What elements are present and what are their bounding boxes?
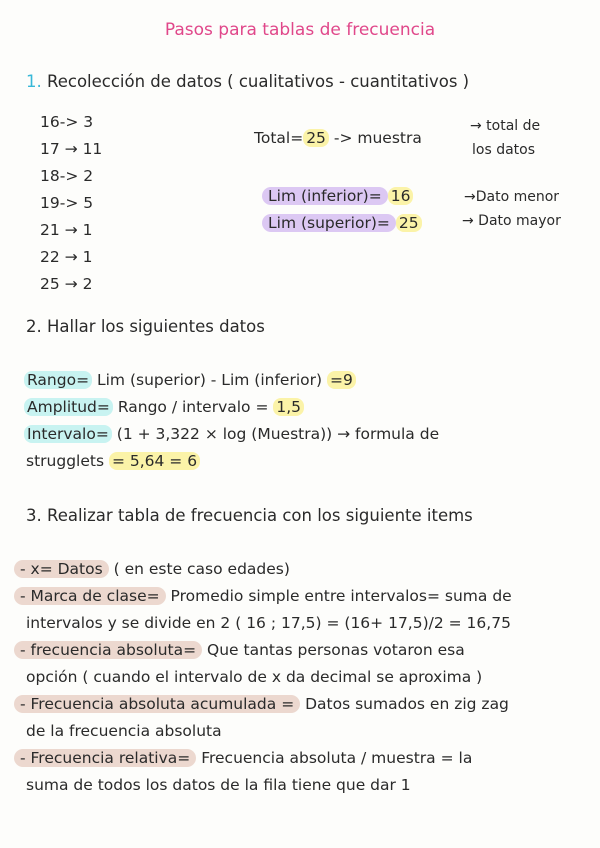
intervalo-line2 — [26, 452, 200, 470]
rango-label: Rango= — [24, 371, 92, 389]
item2-line2: intervalos y se divide en 2 ( 16 ; 17,5) = (16+ 17,5)/2 = 16,75 — [26, 614, 511, 632]
intervalo-line — [24, 425, 439, 443]
page-title: Pasos para tablas de frecuencia — [164, 20, 436, 40]
total-value: 25 — [303, 129, 329, 147]
lim-superior-value: 25 — [396, 214, 422, 232]
amplitud-text: Rango / intervalo = — [112, 398, 274, 416]
item2-line — [14, 587, 512, 605]
total-note-line1: → total de — [470, 118, 541, 134]
lim-inferior-note: →Dato menor — [464, 189, 560, 205]
amplitud-value: 1,5 — [273, 398, 304, 416]
amplitud-line — [24, 398, 304, 416]
item2-label: - Marca de clase= — [14, 587, 166, 605]
intervalo-text: (1 + 3,322 × log (Muestra)) → formula de — [111, 425, 440, 443]
data-item: 16-> 3 — [40, 113, 94, 131]
item4-label: - Frecuencia absoluta acumulada = — [14, 695, 300, 713]
item5-line — [14, 749, 472, 767]
rango-line — [24, 371, 356, 389]
total-note-line2: los datos — [472, 142, 536, 158]
lim-inferior-line — [262, 187, 413, 205]
item5-line2: suma de todos los datos de la fila tiene que dar 1 — [26, 776, 411, 794]
lim-inferior-value: 16 — [388, 187, 414, 205]
item5-label: - Frecuencia relativa= — [14, 749, 196, 767]
item1-label: - x= Datos — [14, 560, 109, 578]
intervalo-value: = 5,64 = 6 — [109, 452, 200, 470]
section1-number: 1. — [26, 72, 42, 91]
data-item: 25 → 2 — [40, 275, 93, 293]
data-item: 19-> 5 — [40, 194, 94, 212]
section2-heading: 2. Hallar los siguientes datos — [26, 317, 265, 336]
intervalo-label: Intervalo= — [24, 425, 112, 443]
data-item: 22 → 1 — [40, 248, 93, 266]
item3-label: - frecuencia absoluta= — [14, 641, 202, 659]
data-item: 21 → 1 — [40, 221, 93, 239]
intervalo-text2: strugglets — [26, 452, 109, 470]
rango-value: =9 — [327, 371, 356, 389]
data-item: 17 → 11 — [40, 140, 103, 158]
rango-text: Lim (superior) - Lim (inferior) — [92, 371, 327, 389]
lim-superior-note: → Dato mayor — [462, 213, 561, 229]
item4-text: Datos sumados en zig zag — [300, 695, 509, 713]
item3-line2: opción ( cuando el intervalo de x da decimal se aproxima ) — [26, 668, 483, 686]
lim-inferior-label: Lim (inferior)= — [262, 187, 388, 205]
section1-heading-text: Recolección de datos ( cualitativos - cuantitativos ) — [47, 72, 470, 91]
item2-text: Promedio simple entre intervalos= suma de — [165, 587, 512, 605]
lim-superior-line — [262, 214, 422, 232]
item1-line — [14, 560, 290, 578]
section1-heading — [26, 72, 469, 91]
data-item: 18-> 2 — [40, 167, 94, 185]
total-label: Total= — [254, 129, 304, 147]
item3-text: Que tantas personas votaron esa — [202, 641, 465, 659]
item4-line — [14, 695, 509, 713]
amplitud-label: Amplitud= — [24, 398, 113, 416]
section3-heading: 3. Realizar tabla de frecuencia con los siguiente items — [26, 506, 473, 525]
lim-superior-label: Lim (superior)= — [262, 214, 396, 232]
total-arrow: -> muestra — [333, 129, 422, 147]
total-line — [254, 129, 422, 147]
item3-line — [14, 641, 465, 659]
item1-text: ( en este caso edades) — [108, 560, 290, 578]
item5-text: Frecuencia absoluta / muestra = la — [196, 749, 473, 767]
item4-line2: de la frecuencia absoluta — [26, 722, 222, 740]
